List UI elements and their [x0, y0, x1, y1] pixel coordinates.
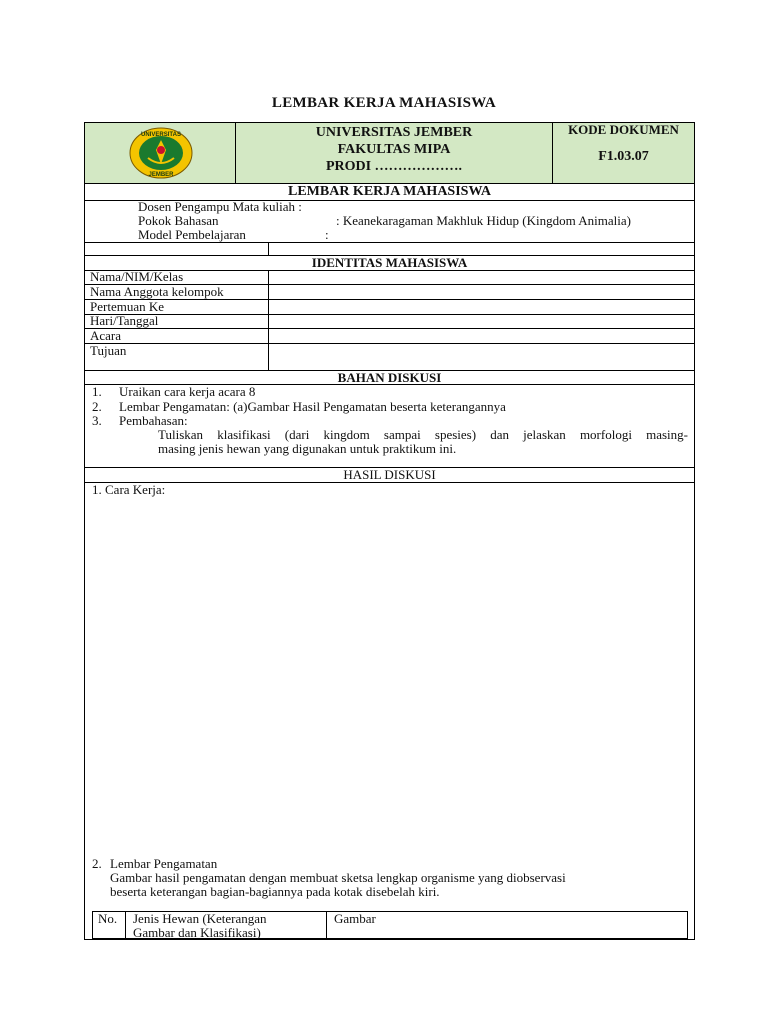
logo-bottom-text: JEMBER — [148, 172, 174, 178]
kode-dokumen-value: F1.03.07 — [598, 149, 649, 164]
bahan-item-text: Lembar Pengamatan: (a)Gambar Hasil Pengamatan beserta keterangannya — [119, 399, 506, 414]
pokok-bahasan-label: Pokok Bahasan — [138, 213, 219, 228]
model-pembelajaran-value: : — [325, 227, 329, 242]
worksheet-frame — [84, 122, 695, 940]
hasil-diskusi-title: HASIL DISKUSI — [343, 467, 436, 482]
prodi-name: PRODI ………………. — [325, 159, 463, 174]
bahan-item-number: 1. — [92, 384, 102, 399]
pembahasan-detail-line1: Tuliskan klasifikasi (dari kingdom sampai spesies) dan jelaskan morfologi masing- — [158, 427, 688, 442]
document-title: LEMBAR KERJA MAHASISWA — [271, 95, 497, 111]
identitas-row-label: Nama Anggota kelompok — [90, 284, 224, 299]
table-header-jenis-line2: Gambar dan Klasifikasi) — [133, 925, 261, 940]
pembahasan-detail-line2: masing jenis hewan yang digunakan untuk praktikum ini. — [158, 441, 457, 456]
table-header-no: No. — [98, 911, 118, 926]
bahan-item-number: 3. — [92, 413, 102, 428]
pokok-bahasan-value: : Keanekaragaman Makhluk Hidup (Kingdom Animalia) — [336, 213, 631, 228]
model-pembelajaran-label: Model Pembelajaran — [138, 227, 246, 242]
identitas-title: IDENTITAS MAHASISWA — [311, 255, 468, 270]
identitas-row-label: Tujuan — [90, 343, 127, 358]
identitas-row-label: Pertemuan Ke — [90, 299, 165, 314]
logo-top-text: UNIVERSITAS — [141, 132, 181, 138]
lembar-pengamatan-number: 2. — [92, 856, 102, 871]
dosen-label: Dosen Pengampu Mata kuliah : — [138, 199, 302, 214]
table-header-jenis-line1: Jenis Hewan (Keterangan — [133, 911, 267, 926]
bahan-item-text: Pembahasan: — [119, 413, 188, 428]
kode-dokumen-label: KODE DOKUMEN — [568, 122, 679, 137]
section-title: LEMBAR KERJA MAHASISWA — [287, 184, 492, 199]
bahan-item-text: Uraikan cara kerja acara 8 — [119, 384, 256, 399]
cara-kerja-label: 1. Cara Kerja: — [92, 482, 166, 497]
university-name: UNIVERSITAS JEMBER — [315, 125, 473, 140]
lembar-pengamatan-title: Lembar Pengamatan — [110, 856, 218, 871]
bahan-diskusi-title: BAHAN DISKUSI — [337, 370, 442, 385]
bahan-item-number: 2. — [92, 399, 102, 414]
identitas-row-label: Nama/NIM/Kelas — [90, 269, 184, 284]
lembar-pengamatan-line1: Gambar hasil pengamatan dengan membuat sketsa lengkap organisme yang diobservasi — [110, 870, 566, 885]
faculty-name: FAKULTAS MIPA — [337, 142, 451, 157]
lembar-pengamatan-line2: beserta keterangan bagian-bagiannya pada kotak disebelah kiri. — [110, 884, 440, 899]
identitas-row-label: Hari/Tanggal — [90, 313, 159, 328]
table-header-gambar: Gambar — [334, 911, 376, 926]
identitas-row-label: Acara — [90, 328, 122, 343]
